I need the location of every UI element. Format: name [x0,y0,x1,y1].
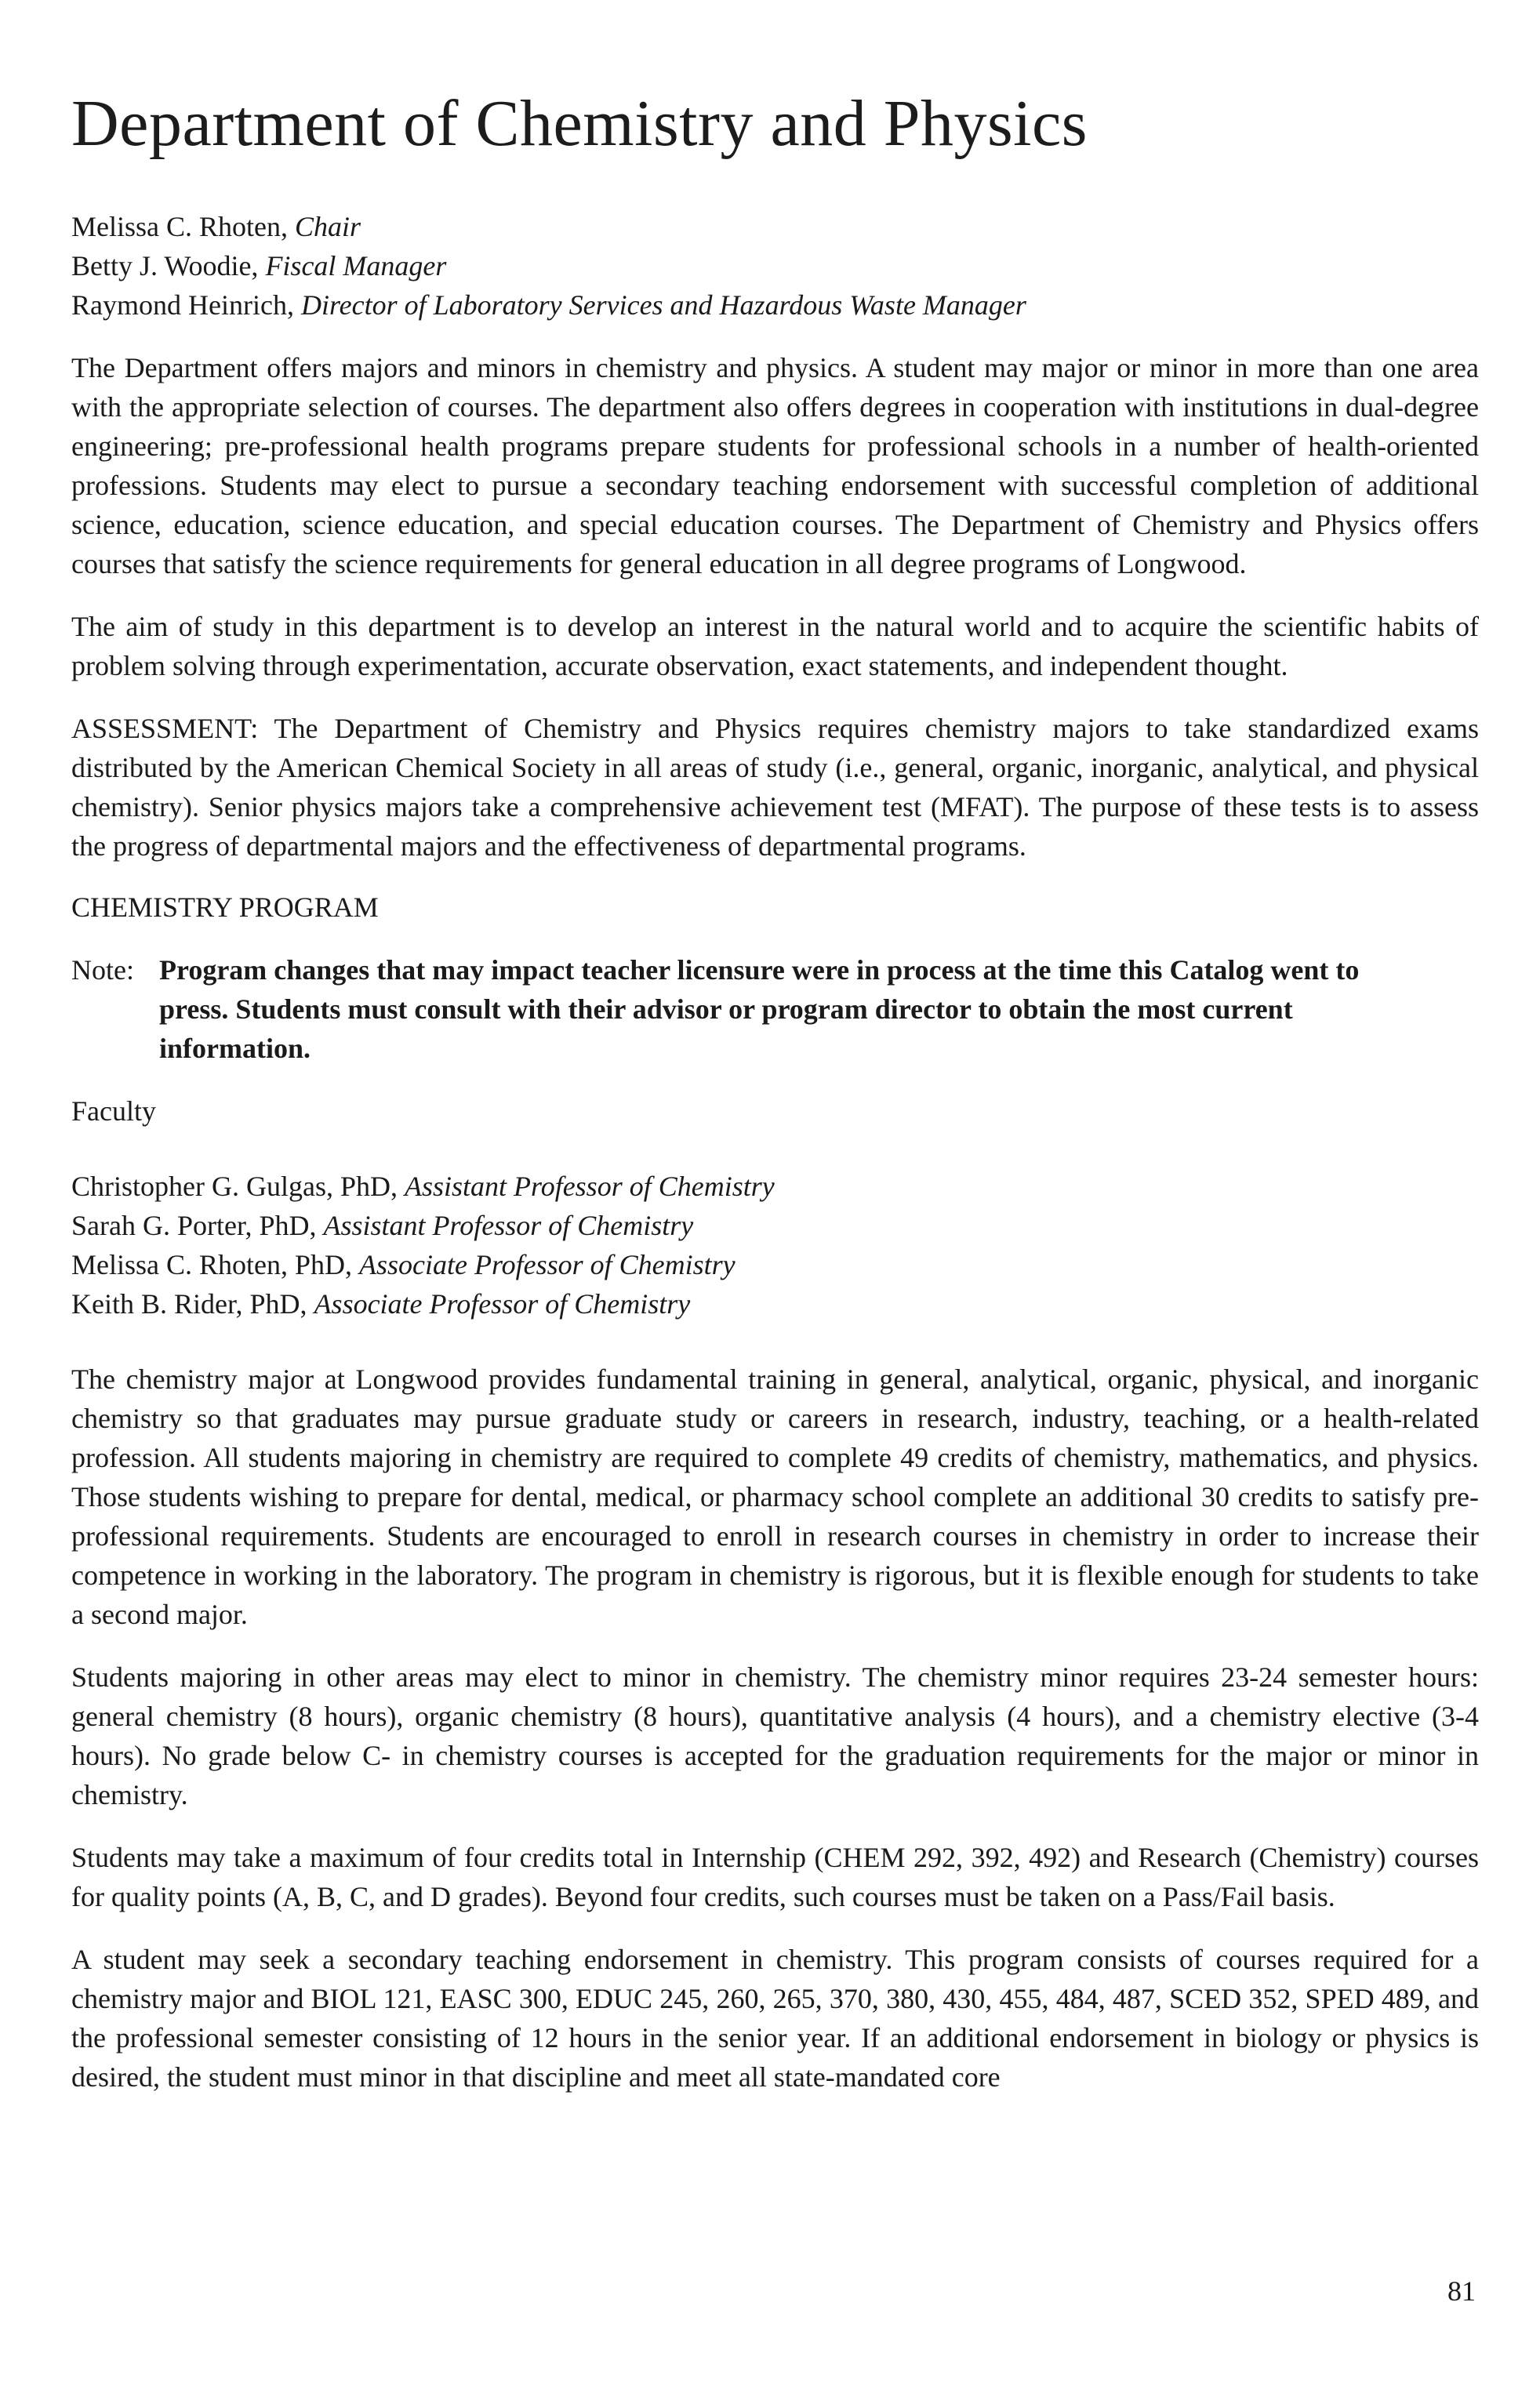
faculty-title: Associate Professor of Chemistry [359,1249,735,1280]
page-title: Department of Chemistry and Physics [71,87,1088,160]
faculty-heading: Faculty [71,1095,156,1127]
staff-name: Betty J. Woodie, [71,250,266,281]
staff-line [71,207,1479,246]
faculty-line [71,1206,1479,1245]
note-label: Note: [71,954,134,986]
staff-name: Raymond Heinrich, [71,289,301,321]
chemistry-major-paragraph: The chemistry major at Longwood provides fundamental training in general, analytical, organic, physical, and inorganic chemistry so that graduates may pursue graduate study or careers in research, industry, teaching, or a health-related profession. All students majoring in chemistry are required to complete 49 credits of chemistry, mathematics, and physics. Those students wishing to prepare for dental, medical, or pharmacy school complete an additional 30 credits to satisfy pre-professional requirements. Students are encouraged to enroll in research courses in chemistry in order to increase their competence in working in the laboratory. The program in chemistry is rigorous, but it is flexible enough for students to take a second major. [71,1363,1479,1630]
staff-title: Fiscal Manager [265,250,447,281]
assessment-paragraph: ASSESSMENT: The Department of Chemistry and Physics requires chemistry majors to take standardized exams distributed by the American Chemical Society in all areas of study (i.e., general, organic, inorganic, analytical, and physical chemistry). Senior physics majors take a comprehensive achievement test (MFAT). The purpose of these tests is to assess the progress of departmental majors and the effectiveness of departmental programs. [71,713,1479,862]
staff-name: Melissa C. Rhoten, [71,211,295,242]
faculty-name: Christopher G. Gulgas, PhD, [71,1171,405,1202]
faculty-name: Sarah G. Porter, PhD, [71,1210,324,1241]
faculty-title: Assistant Professor of Chemistry [323,1210,694,1241]
teaching-endorsement-paragraph: A student may seek a secondary teaching endorsement in chemistry. This program consists of courses required for a chemistry major and BIOL 121, EASC 300, EDUC 245, 260, 265, 370, 380, 430, 455, 484, 487, SCED 352, SPED 489, and the professional semester consisting of 12 hours in the senior year. If an additional endorsement in biology or physics is desired, the student must minor in that discipline and meet all state-mandated core [71,1944,1479,2093]
faculty-name: Keith B. Rider, PhD, [71,1288,314,1320]
intro-paragraph: The Department offers majors and minors in chemistry and physics. A student may major or minor in more than one area with the appropriate selection of courses. The department also offers degrees in cooperation with institutions in dual-degree engineering; pre-professional health programs prepare students for professional schools in a number of health-oriented professions. Students may elect to pursue a secondary teaching endorsement with successful completion of additional science, education, science education, and special education courses. The Department of Chemistry and Physics offers courses that satisfy the science requirements for general education in all degree programs of Longwood. [71,352,1479,579]
faculty-line [71,1245,1479,1284]
faculty-name: Melissa C. Rhoten, PhD, [71,1249,360,1280]
note-block [71,950,1479,1068]
faculty-title: Associate Professor of Chemistry [314,1288,691,1320]
aim-paragraph: The aim of study in this department is to develop an interest in the natural world and to acquire the scientific habits of problem solving through experimentation, accurate observation, exact statements, and independent thought. [71,611,1479,681]
internship-paragraph: Students may take a maximum of four credits total in Internship (CHEM 292, 392, 492) and Research (Chemistry) courses for quality points (A, B, C, and D grades). Beyond four credits, such courses must be taken on a Pass/Fail basis. [71,1842,1479,1912]
faculty-line [71,1167,1479,1206]
staff-title: Director of Laboratory Services and Hazardous Waste Manager [300,289,1026,321]
staff-list [71,207,1479,325]
catalog-page [71,85,1479,2097]
page-number: 81 [1447,2275,1476,2307]
faculty-line [71,1284,1479,1324]
faculty-title: Assistant Professor of Chemistry [405,1171,775,1202]
faculty-list [71,1167,1479,1324]
staff-line [71,285,1479,325]
chemistry-minor-paragraph: Students majoring in other areas may elect to minor in chemistry. The chemistry minor requires 23-24 semester hours: general chemistry (8 hours), organic chemistry (8 hours), quantitative analysis (4 hours), and a chemistry elective (3-4 hours). No grade below C- in chemistry courses is accepted for the graduation requirements for the major or minor in chemistry. [71,1661,1479,1810]
chemistry-program-heading: CHEMISTRY PROGRAM [71,891,379,923]
note-text: Program changes that may impact teacher licensure were in process at the time this Catalog went to press. Students must consult with their advisor or program director to obtain the most current information. [159,954,1360,1064]
staff-title: Chair [295,211,361,242]
staff-line [71,246,1479,285]
